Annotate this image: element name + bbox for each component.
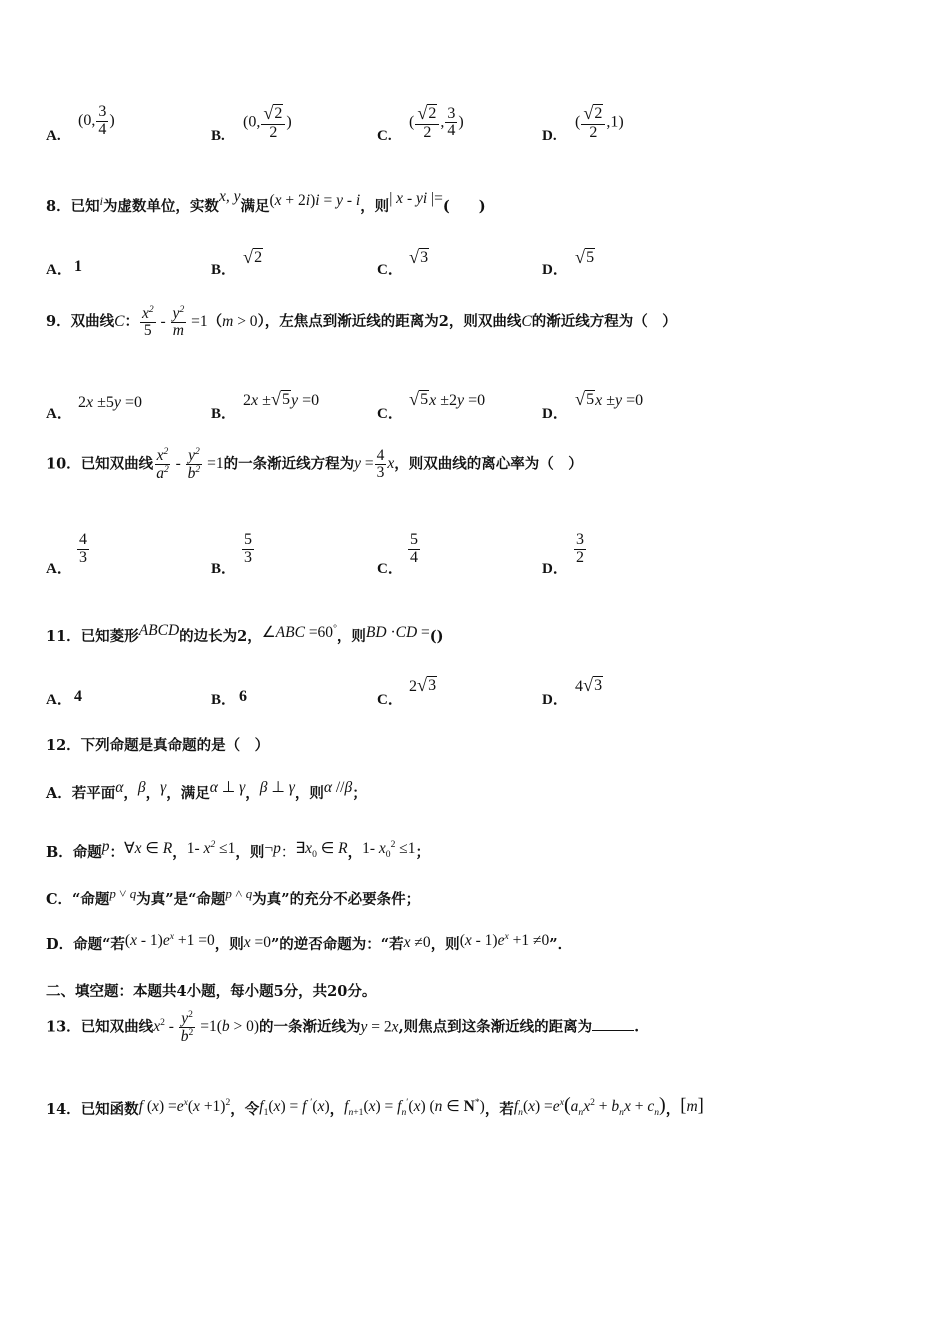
- question-12-stem: 12．下列命题是真命题的是（ ）: [46, 737, 270, 754]
- q11-option-a-value: 4: [74, 688, 82, 705]
- question-number: 11．: [46, 628, 81, 645]
- q10-option-c-label: C．: [377, 561, 403, 577]
- q10-option-b-value: $\frac{5}{3}$: [244, 531, 252, 566]
- q12-option-d: [46, 931, 572, 954]
- question-8-stem: [46, 188, 486, 216]
- q9-condition: m > 0: [222, 312, 258, 330]
- q9-curve-c-2: C: [521, 312, 532, 330]
- q12-d-x-zero: x =0: [243, 934, 271, 952]
- q8-option-c-value: √ 3: [409, 247, 429, 268]
- q12-b-text-3: ，则: [235, 844, 265, 861]
- q8-option-d-label: D．: [542, 262, 568, 278]
- q14-f-def: f $(x) =e^x(x +1)^2$: [138, 1096, 231, 1115]
- q12-a-text-1: A．若平面: [46, 785, 116, 802]
- q9-option-a-value: 2x ±5y =0: [78, 394, 143, 411]
- q9-option-b-value: 2x ± √ 5 y =0: [243, 389, 320, 410]
- question-number: 14．: [46, 1101, 81, 1118]
- q12-not-p: ¬p: [264, 840, 281, 857]
- q12-c-text-1: C．“命题: [46, 891, 110, 908]
- q7-option-c-value: ( √ 2 2 , $\frac{3}{4}$ ): [409, 103, 464, 141]
- q9-option-b-label: B．: [211, 406, 237, 422]
- q8-option-d-value: √ 5: [575, 247, 595, 268]
- q11-text-2: 的边长为2，: [179, 628, 262, 645]
- q8-xy: x, y: [218, 188, 241, 205]
- q12-d-text-1: D．命题“若: [46, 936, 125, 954]
- q9-option-d-label: D．: [542, 406, 568, 422]
- q9-text-2: ：: [124, 312, 139, 330]
- q14-floor-m: [m]: [680, 1095, 704, 1116]
- q14-f1-def: $f_1(x) = f$ ′(x): [259, 1096, 330, 1119]
- q8-text-1: 已知: [70, 198, 100, 215]
- q12-a-text-3: ，则: [294, 785, 324, 802]
- q8-option-b-value: √ 2: [243, 247, 263, 268]
- q11-option-d-value: 4 √ 3: [575, 675, 603, 696]
- q10-hyperbola-eq: $\frac{x^2}{a^2}$ - $\frac{y^2}{b^2}$ =1: [156, 446, 224, 483]
- q12-alpha: α: [115, 779, 124, 796]
- q12-b-text-1: B．命题: [46, 844, 102, 861]
- q10-option-a-value: $\frac{4}{3}$: [79, 531, 87, 566]
- q10-text-2: 的一条渐近线方程为: [223, 455, 355, 473]
- q11-text-3: ，则: [336, 628, 366, 645]
- q12-option-b: [46, 838, 430, 862]
- q12-forall: ∀x ∈ R: [124, 840, 173, 857]
- q8-modulus: | x - yi |=: [389, 190, 443, 207]
- question-14-stem: [46, 1094, 704, 1119]
- q11-option-c-label: C．: [377, 692, 403, 708]
- q12-d-text-5: ”．: [549, 936, 573, 954]
- q8-text-4: ，则: [360, 198, 390, 215]
- q14-text-1: 已知函数: [80, 1101, 139, 1118]
- q10-option-d-label: D．: [542, 561, 568, 577]
- q12-p: p: [101, 838, 110, 855]
- q10-option-c-value: $\frac{5}{4}$: [410, 531, 418, 566]
- q12-beta: β: [137, 779, 146, 796]
- q12-comma: ，: [347, 844, 363, 861]
- q11-option-d-label: D．: [542, 692, 568, 708]
- q9-option-a-label: A．: [46, 406, 72, 422]
- q8-option-a-value: 1: [74, 258, 82, 275]
- question-number: 13．: [46, 1018, 81, 1036]
- q13-text-2: 的一条渐近线为: [259, 1018, 361, 1036]
- q12-b-text-2: ：: [109, 844, 125, 861]
- q14-text-4: ，若: [484, 1101, 514, 1118]
- q8-text-2: 为虚数单位，实数: [102, 198, 219, 215]
- q14-text-3: ，: [329, 1101, 345, 1118]
- q10-text-3: ，则双曲线的离心率为（ ）: [394, 455, 583, 473]
- q7-option-d-value: ( √ 2 2 ,1): [575, 103, 624, 141]
- q12-beta-perp-gamma: β ⊥ γ: [259, 779, 295, 796]
- q12-gamma: γ: [160, 779, 167, 796]
- q12-ineq-1: 1- $x^2 \le 1$: [186, 838, 236, 857]
- q9-hyperbola-eq: $\frac{x^2}{5}$ - $\frac{y^2}{m}$ =1: [141, 304, 208, 340]
- q11-option-b-label: B．: [211, 692, 237, 708]
- q12-alpha-parallel-beta: α //β: [323, 779, 353, 796]
- q11-answer-paren: (): [429, 628, 444, 645]
- question-number: 9．: [46, 312, 71, 330]
- q12-a-text-2: ，满足: [166, 785, 210, 802]
- q9-text-5: 的渐近线方程为（ ）: [531, 312, 677, 330]
- q7-option-c-label: C.: [377, 128, 392, 144]
- q9-text-1: 双曲线: [70, 312, 115, 330]
- q10-text-1: 已知双曲线: [80, 455, 154, 473]
- q14-recursion: $f_{n+1}(x) = f_n'(x)$ (n ∈ N*): [344, 1096, 485, 1119]
- q12-colon: ：: [280, 845, 296, 861]
- q7-option-a-label: A.: [46, 128, 61, 144]
- question-number: 10．: [46, 455, 81, 473]
- question-11-stem: [46, 622, 444, 646]
- q9-option-c-value: √ 5 x ±2y =0: [409, 389, 486, 410]
- q12-semicolon: ；: [415, 844, 431, 861]
- q13-answer-blank[interactable]: [592, 1018, 634, 1031]
- section-2-heading: 二、填空题：本题共4小题，每小题5分，共20分。: [46, 983, 377, 1000]
- q7-option-d-label: D.: [542, 128, 557, 144]
- q9-option-c-label: C．: [377, 406, 403, 422]
- question-10-stem: [46, 447, 583, 483]
- q13-hyperbola-eq: $x^2$ - $\frac{y^2}{b^2}$ =1(b > 0): [153, 1009, 260, 1046]
- q14-text-5: ，: [665, 1101, 681, 1118]
- q13-text-3: ,则焦点到这条渐近线的距离为: [398, 1018, 593, 1036]
- q12-d-x-nonzero: x ≠0: [403, 934, 431, 952]
- q12-d-eq-1: $(x - 1)e^x +1 =0$: [124, 931, 215, 950]
- q12-exists: $\exists x_0$ ∈ R: [295, 840, 348, 861]
- q9-text-3: （: [207, 312, 223, 330]
- q7-option-a-value: (0, $\frac{3}{4}$ ): [78, 103, 115, 138]
- q11-option-c-value: 2 √ 3: [409, 675, 437, 696]
- q9-text-4: ），左焦点到渐近线的距离为2，则双曲线: [257, 312, 522, 330]
- q8-answer-paren: ( ): [442, 198, 486, 215]
- q12-d-text-2: ，则: [214, 936, 244, 954]
- q8-equation: (x + 2i)i = y - i: [269, 192, 361, 209]
- q11-text-1: 已知菱形: [80, 628, 139, 645]
- q12-option-a: [46, 778, 367, 803]
- q8-i-symbol: i: [99, 194, 103, 208]
- q10-option-b-label: B．: [211, 561, 237, 577]
- q13-text-1: 已知双曲线: [80, 1018, 154, 1036]
- q11-dot-product: BD ·CD =: [365, 624, 430, 641]
- q8-option-a-label: A．: [46, 262, 72, 278]
- q11-option-b-value: 6: [239, 688, 247, 705]
- q11-option-a-label: A．: [46, 692, 72, 708]
- q8-text-3: 满足: [240, 198, 270, 215]
- q12-c-text-3: 为真”的充分不必要条件；: [252, 891, 421, 908]
- q12-option-c: [46, 886, 420, 909]
- question-13-stem: [46, 1010, 639, 1046]
- q13-text-4: .: [634, 1018, 640, 1036]
- q12-d-eq-2: $(x - 1)e^x +1 \ne 0$: [459, 931, 550, 950]
- q11-angle: ∠ABC =60°: [261, 622, 337, 641]
- q7-option-b-label: B.: [211, 128, 225, 144]
- q9-curve-c: C: [114, 312, 125, 330]
- q8-option-c-label: C．: [377, 262, 403, 278]
- q14-fn-form: $f_n(x) =e^x(a_nx^2 + b_nx + c_n)$: [513, 1094, 666, 1119]
- q12-comma: ，: [172, 844, 187, 861]
- q10-asymptote: y = $\frac{4}{3}$ x: [354, 447, 395, 482]
- q12-comma: ，: [123, 785, 138, 802]
- q12-alpha-perp-gamma: α ⊥ γ: [209, 779, 246, 796]
- q12-ineq-2: 1- $x_0^2 \le 1$: [362, 838, 416, 861]
- q12-c-text-2: 为真”是“命题: [136, 891, 226, 908]
- q9-option-d-value: √ 5 x ±y =0: [575, 389, 644, 410]
- q12-comma: ，: [245, 785, 260, 802]
- q12-d-text-4: ，则: [430, 936, 460, 954]
- q12-d-text-3: ”的逆否命题为：“若: [270, 936, 404, 954]
- q12-p-and-q: p ˄ q: [225, 886, 253, 901]
- question-9-stem: [46, 305, 677, 340]
- q13-asymptote: y = 2x: [360, 1018, 399, 1036]
- q8-option-b-label: B．: [211, 262, 237, 278]
- q10-option-d-value: $\frac{3}{2}$: [576, 531, 584, 566]
- q10-option-a-label: A．: [46, 561, 72, 577]
- q11-abcd: ABCD: [138, 622, 180, 639]
- q12-comma: ，: [145, 785, 161, 802]
- q14-text-2: ，令: [230, 1101, 260, 1118]
- q7-option-b-value: (0, √ 2 2 ): [243, 103, 292, 141]
- q12-semicolon: ；: [352, 785, 367, 802]
- question-number: 8．: [46, 198, 71, 215]
- q12-p-or-q: p ˅ q: [109, 886, 137, 901]
